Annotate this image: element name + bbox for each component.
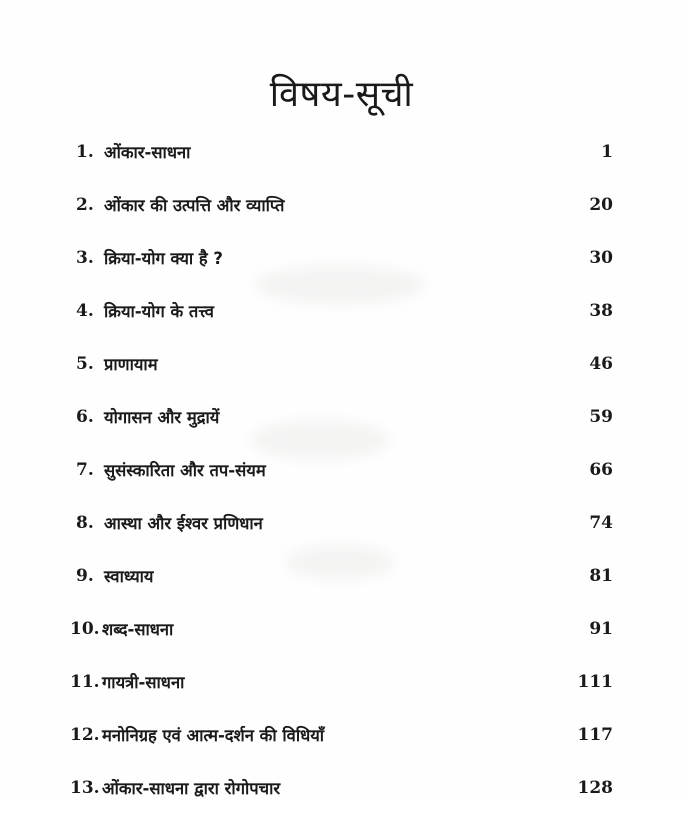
entry-title: प्राणायाम — [104, 355, 158, 374]
toc-entry[interactable] — [0, 764, 683, 817]
entry-title: ओंकार-साधना — [104, 143, 191, 162]
entry-page-number: 74 — [589, 513, 613, 533]
table-of-contents — [0, 128, 683, 817]
entry-title: स्वाध्याय — [104, 567, 154, 586]
entry-page-number: 91 — [589, 619, 613, 639]
toc-entry[interactable] — [0, 234, 683, 287]
toc-entry[interactable] — [0, 499, 683, 552]
entry-number: 11. — [70, 672, 100, 692]
entry-number: 10. — [70, 619, 100, 639]
entry-number: 6. — [76, 407, 94, 427]
toc-entry[interactable] — [0, 287, 683, 340]
entry-title: क्रिया-योग क्या है ? — [104, 249, 224, 268]
entry-page-number: 38 — [589, 301, 613, 321]
entry-page-number: 111 — [577, 672, 613, 692]
toc-entry[interactable] — [0, 340, 683, 393]
entry-number: 7. — [76, 460, 94, 480]
entry-title: ओंकार-साधना द्वारा रोगोपचार — [102, 779, 281, 798]
entry-title: आस्था और ईश्वर प्रणिधान — [104, 514, 263, 533]
toc-entry[interactable] — [0, 446, 683, 499]
entry-title: गायत्री-साधना — [102, 673, 185, 692]
entry-number: 8. — [76, 513, 94, 533]
entry-title: क्रिया-योग के तत्त्व — [104, 302, 214, 321]
toc-entry[interactable] — [0, 393, 683, 446]
entry-title: ओंकार की उत्पत्ति और व्याप्ति — [104, 196, 285, 215]
entry-number: 13. — [70, 778, 100, 798]
entry-number: 3. — [76, 248, 94, 268]
entry-number: 12. — [70, 725, 100, 745]
toc-entry[interactable] — [0, 181, 683, 234]
entry-page-number: 59 — [589, 407, 613, 427]
entry-number: 1. — [76, 142, 94, 162]
entry-page-number: 20 — [589, 195, 613, 215]
entry-page-number: 30 — [589, 248, 613, 268]
page-title: विषय-सूची — [269, 74, 414, 115]
entry-number: 9. — [76, 566, 94, 586]
entry-number: 5. — [76, 354, 94, 374]
entry-page-number: 1 — [601, 142, 613, 162]
entry-number: 2. — [76, 195, 94, 215]
toc-entry[interactable] — [0, 128, 683, 181]
entry-title: मनोनिग्रह एवं आत्म-दर्शन की विधियाँ — [102, 726, 325, 745]
toc-entry[interactable] — [0, 658, 683, 711]
toc-entry[interactable] — [0, 605, 683, 658]
entry-page-number: 128 — [577, 778, 613, 798]
entry-title: योगासन और मुद्रायें — [104, 408, 220, 427]
entry-page-number: 46 — [589, 354, 613, 374]
entry-page-number: 117 — [577, 725, 613, 745]
toc-entry[interactable] — [0, 552, 683, 605]
entry-number: 4. — [76, 301, 94, 321]
entry-page-number: 66 — [589, 460, 613, 480]
toc-entry[interactable] — [0, 711, 683, 764]
entry-page-number: 81 — [589, 566, 613, 586]
entry-title: सुसंस्कारिता और तप-संयम — [104, 461, 266, 480]
entry-title: शब्द-साधना — [102, 620, 174, 639]
